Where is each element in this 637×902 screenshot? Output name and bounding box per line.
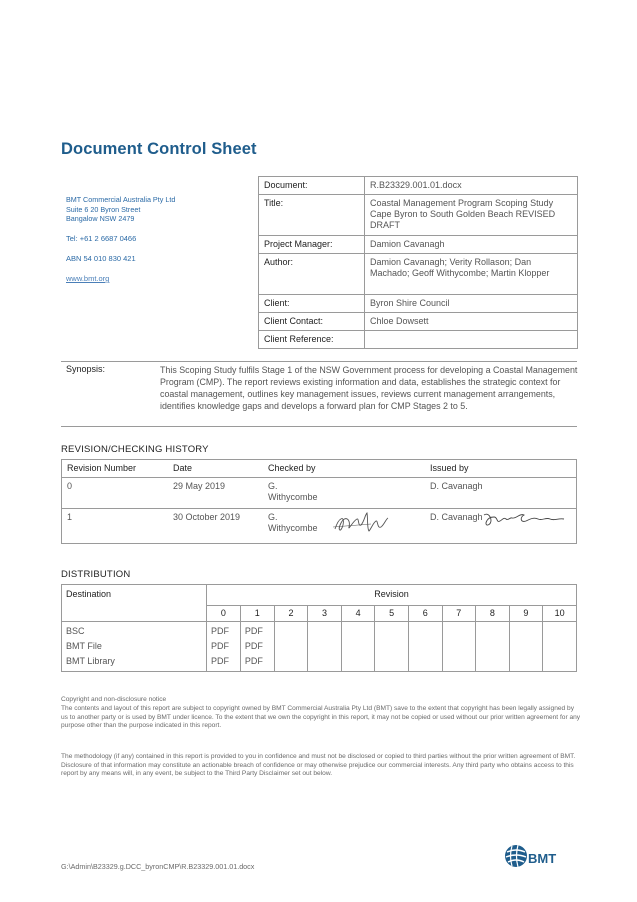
client-label: Client: <box>259 295 365 313</box>
revision-col-7: 7 <box>442 605 476 621</box>
bmt-logo-text: BMT <box>528 851 557 866</box>
issued-by-header: Issued by <box>425 460 577 478</box>
signature-cavanagh <box>480 509 570 531</box>
destination-header: Destination <box>62 585 207 606</box>
copyright-paragraph-2: The methodology (if any) contained in this report is provided to you in confidence and must not be disclosed or copied to third parties without the prior written agreement of BMT. Disclosure of that information may constitute an actionable breach of confidence or may otherwise prejudice our commercial interests. Any third party who obtains access to this report by any means will, in any event, be subject to the Third Party Disclaimer set out below. <box>61 753 576 778</box>
distribution-header-row <box>62 585 577 606</box>
client-contact-value: Chloe Dowsett <box>365 313 578 331</box>
revision-col-3: 3 <box>308 605 342 621</box>
author-label: Author: <box>259 254 365 295</box>
checked-by-name: G. Withycombe <box>268 512 318 533</box>
revision-history-table <box>61 459 577 544</box>
revision-date: 30 October 2019 <box>168 509 263 544</box>
document-label: Document: <box>259 177 365 195</box>
client-contact-label: Client Contact: <box>259 313 365 331</box>
destination-name: BMT Library <box>62 654 207 672</box>
control-row-client-contact <box>259 313 578 331</box>
control-row-client-reference <box>259 331 578 349</box>
company-website-link[interactable]: www.bmt.org <box>66 274 110 283</box>
destination-name: BMT File <box>62 639 207 654</box>
document-control-table <box>258 176 578 349</box>
revision-col-0: 0 <box>207 605 241 621</box>
revision-cell: PDF <box>240 654 274 672</box>
signature-withycombe <box>331 509 401 539</box>
document-value: R.B23329.001.01.docx <box>365 177 578 195</box>
table-row <box>62 639 577 654</box>
distribution-table <box>61 584 577 672</box>
project-manager-label: Project Manager: <box>259 236 365 254</box>
checked-by-header: Checked by <box>263 460 425 478</box>
revision-number: 1 <box>62 509 169 544</box>
control-row-client <box>259 295 578 313</box>
revision-col-10: 10 <box>543 605 577 621</box>
revision-col-8: 8 <box>476 605 510 621</box>
revision-col-9: 9 <box>509 605 543 621</box>
issued-by-name: D. Cavanagh <box>430 512 483 522</box>
company-name: BMT Commercial Australia Pty Ltd <box>66 195 176 204</box>
synopsis-label: Synopsis: <box>66 364 106 374</box>
control-row-author <box>259 254 578 295</box>
control-row-title <box>259 195 578 236</box>
distribution-column-row <box>62 605 577 621</box>
company-abn: ABN 54 010 830 421 <box>66 254 136 263</box>
revision-col-5: 5 <box>375 605 409 621</box>
revision-cell: PDF <box>207 654 241 672</box>
title-label: Title: <box>259 195 365 236</box>
revision-col-4: 4 <box>341 605 375 621</box>
company-address <box>66 195 175 224</box>
client-value: Byron Shire Council <box>365 295 578 313</box>
issued-by <box>425 509 577 544</box>
title-value: Coastal Management Program Scoping Study Cape Byron to South Golden Beach REVISED DRAFT <box>365 195 578 236</box>
checked-by-name: G. Withycombe <box>268 481 318 502</box>
revision-cell: PDF <box>240 621 274 639</box>
copyright-paragraph-1: The contents and layout of this report are subject to copyright owned by BMT Commercial Australia Pty Ltd (BMT) save to the extent that copyright has been legally assigned by us to another party or is used by BMT under licence. To the extent that we own the copyright in this report, it may not be copied or used without our prior written agreement for any purpose other than the purpose indicated in this report. <box>61 705 581 730</box>
page-title: Document Control Sheet <box>61 140 257 158</box>
revision-cell: PDF <box>240 639 274 654</box>
checked-by <box>263 509 425 544</box>
revision-header: Revision <box>207 585 577 606</box>
table-row <box>62 478 577 509</box>
table-row <box>62 654 577 672</box>
table-row <box>62 509 577 544</box>
control-row-project-manager <box>259 236 578 254</box>
distribution-heading: DISTRIBUTION <box>61 569 131 580</box>
issued-by-name: D. Cavanagh <box>430 481 483 491</box>
client-reference-label: Client Reference: <box>259 331 365 349</box>
company-address-line1: Suite 6 20 Byron Street <box>66 204 141 214</box>
date-header: Date <box>168 460 263 478</box>
author-value: Damion Cavanagh; Verity Rollason; Dan Machado; Geoff Withycombe; Martin Klopper <box>365 254 578 295</box>
revision-col-2: 2 <box>274 605 308 621</box>
bmt-globe-icon <box>503 843 529 869</box>
client-reference-value <box>365 331 578 349</box>
revision-date: 29 May 2019 <box>168 478 263 509</box>
issued-by <box>425 478 577 509</box>
revision-col-1: 1 <box>240 605 274 621</box>
control-row-document <box>259 177 578 195</box>
table-row <box>62 621 577 639</box>
revision-cell: PDF <box>207 639 241 654</box>
synopsis-text: This Scoping Study fulfils Stage 1 of the NSW Government process for developing a Coastal Management Program (CMP). The report reviews existing information and data, establishes the strategic context for coastal management, outlines key management issues, reviews current management arrangements, identifies knowledge gaps and develops a forward plan for CMP Stages 2 to 5. <box>160 365 578 411</box>
destination-name: BSC <box>62 621 207 639</box>
revision-header-row <box>62 460 577 478</box>
revision-col-6: 6 <box>408 605 442 621</box>
destination-spacer <box>62 605 207 621</box>
company-tel: Tel: +61 2 6687 0466 <box>66 234 137 243</box>
synopsis-top-rule <box>61 361 577 362</box>
company-address-line2: Bangalow NSW 2479 <box>66 214 135 223</box>
checked-by <box>263 478 425 509</box>
revision-cell: PDF <box>207 621 241 639</box>
copyright-heading: Copyright and non-disclosure notice <box>61 696 167 703</box>
revision-number-header: Revision Number <box>62 460 169 478</box>
synopsis-bottom-rule <box>61 426 577 427</box>
project-manager-value: Damion Cavanagh <box>365 236 578 254</box>
footer-file-path: G:\Admin\B23329.g.DCC_byronCMP\R.B23329.001.01.docx <box>61 862 255 871</box>
revision-number: 0 <box>62 478 169 509</box>
revision-history-heading: REVISION/CHECKING HISTORY <box>61 444 209 455</box>
